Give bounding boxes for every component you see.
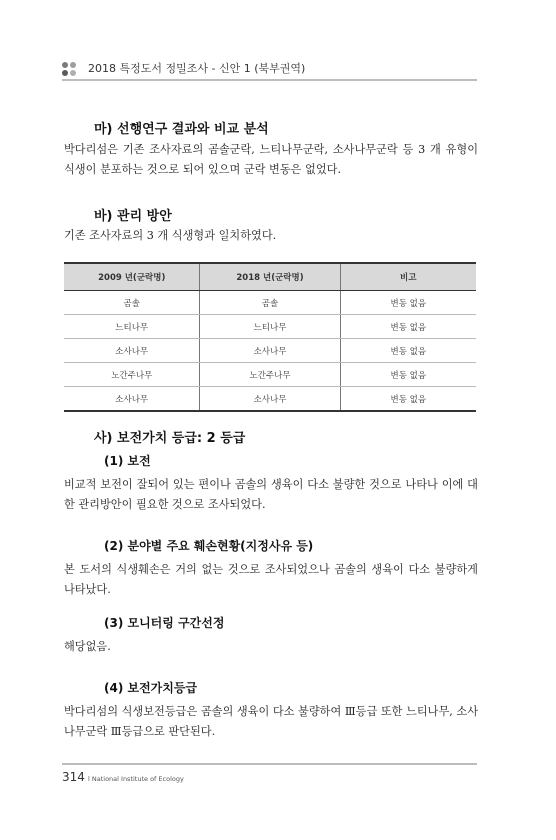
table-cell: 소사나무 [64, 387, 200, 412]
page-number: 314 [62, 770, 85, 784]
section-heading-ma: 마) 선행연구 결과와 비교 분석 [94, 122, 269, 137]
dot [62, 70, 68, 76]
table-row [64, 387, 476, 412]
footer-divider [62, 763, 477, 765]
table-cell: 느티나무 [64, 315, 200, 339]
section-heading-ba: 바) 관리 방안 [94, 209, 172, 224]
table-row [64, 363, 476, 387]
dot [62, 62, 68, 68]
subsection-paragraph-grade: 박다리섬의 식생보전등급은 곰솔의 생육이 다소 불량하여 Ⅲ등급 또한 느티나무, 소사나무군락 Ⅲ등급으로 판단된다. [64, 705, 478, 738]
table-cell: 노간주나무 [64, 363, 200, 387]
table-header-2018: 2018 년(군락명) [200, 263, 340, 291]
table-cell: 소사나무 [200, 339, 340, 363]
table-cell: 노간주나무 [200, 363, 340, 387]
table-header-2009: 2009 년(군락명) [64, 263, 200, 291]
section-paragraph-ba: 기존 조사자료의 3 개 식생형과 일치하였다. [64, 229, 277, 242]
table-row [64, 291, 476, 315]
table-cell: 변동 없음 [340, 387, 476, 412]
table-header-row [64, 263, 476, 291]
header-divider [62, 79, 477, 81]
table-cell: 소사나무 [64, 339, 200, 363]
table-cell: 변동 없음 [340, 363, 476, 387]
table-cell: 곰솔 [64, 291, 200, 315]
table-cell: 소사나무 [200, 387, 340, 412]
subsection-paragraph-conservation: 비교적 보전이 잘되어 있는 편이나 곰솔의 생육이 다소 불량한 것으로 나타나 이에 대한 관리방안이 필요한 것으로 조사되었다. [64, 478, 478, 511]
subsection-paragraph-monitoring: 해당없음. [64, 640, 111, 653]
subsection-heading-grade: (4) 보전가치등급 [104, 681, 198, 695]
subsection-heading-conservation: (1) 보전 [104, 454, 151, 468]
subsection-paragraph-damage: 본 도서의 식생훼손은 거의 없는 것으로 조사되었으나 곰솔의 생육이 다소 불량하게 나타났다. [64, 563, 478, 596]
table-cell: 변동 없음 [340, 339, 476, 363]
subsection-heading-damage: (2) 분야별 주요 훼손현황(지정사유 등) [104, 539, 314, 553]
subsection-heading-monitoring: (3) 모니터링 구간선정 [104, 616, 225, 630]
table-row [64, 315, 476, 339]
table-cell: 곰솔 [200, 291, 340, 315]
section-heading-sa: 사) 보전가치 등급: 2 등급 [94, 431, 246, 446]
header-title: 2018 특정도서 정밀조사 - 신안 1 (북부권역) [88, 62, 306, 75]
table-cell: 느티나무 [200, 315, 340, 339]
footer-institute: l National Institute of Ecology [88, 775, 184, 783]
dot [70, 70, 76, 76]
table-row [64, 339, 476, 363]
vegetation-comparison-table [64, 262, 476, 412]
table-header-remarks: 비고 [340, 263, 476, 291]
table-cell: 변동 없음 [340, 315, 476, 339]
header-dots-icon [62, 62, 82, 78]
dot [70, 62, 76, 68]
table-cell: 변동 없음 [340, 291, 476, 315]
section-paragraph-ma: 박다리섬은 기존 조사자료의 곰솔군락, 느티나무군락, 소사나무군락 등 3 개 유형이 식생이 분포하는 것으로 되어 있으며 군락 변동은 없었다. [64, 143, 478, 176]
